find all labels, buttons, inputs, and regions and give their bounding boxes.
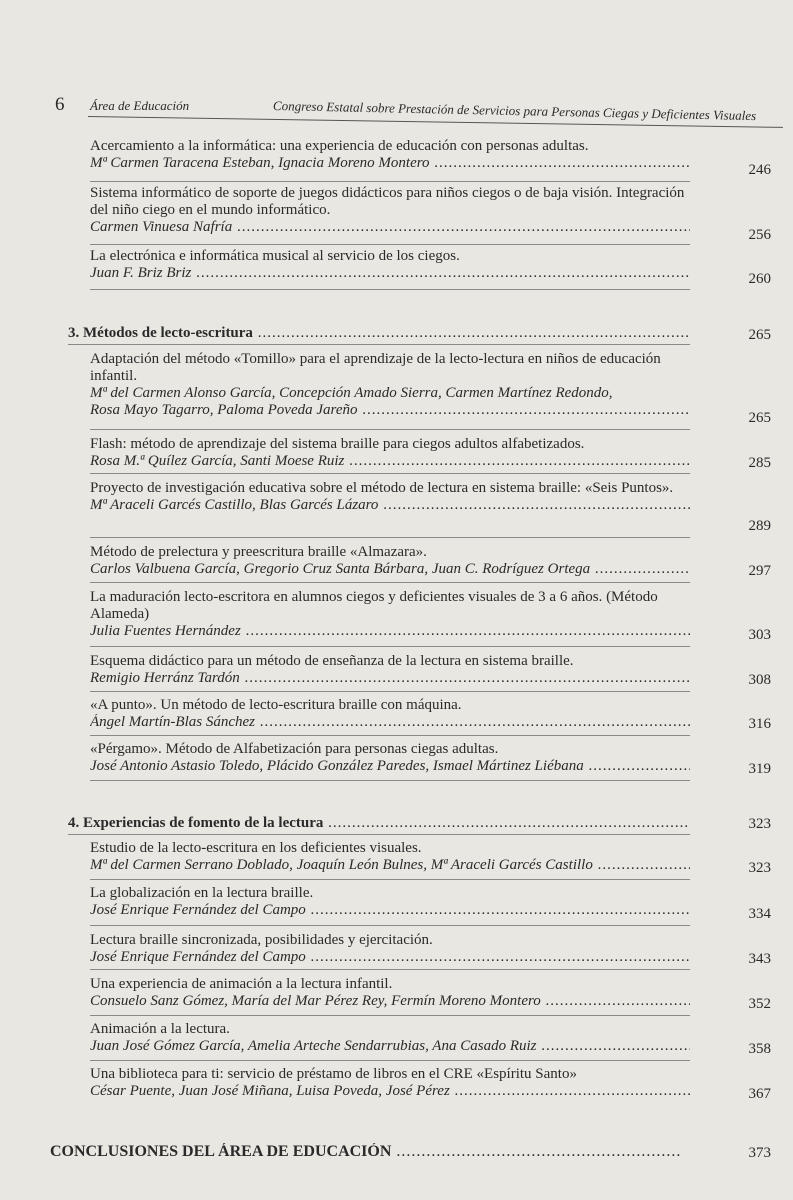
- entry-page: 285: [748, 455, 771, 471]
- entry-page: 367: [748, 1086, 771, 1102]
- divider: [90, 1060, 690, 1061]
- entry-title: Proyecto de investigación educativa sobre el método de lectura en sistema braille: «Seis Puntos».: [90, 480, 674, 496]
- entry-title: Animación a la lectura.: [90, 1021, 230, 1037]
- divider: [90, 780, 690, 781]
- entry-title: Una experiencia de animación a la lectura infantil.: [90, 976, 393, 992]
- entry-title: Esquema didáctico para un método de enseñanza de la lectura en sistema braille.: [90, 653, 574, 669]
- entry-title: Lectura braille sincronizada, posibilidades y ejercitación.: [90, 932, 433, 948]
- entry-page: 297: [748, 563, 771, 579]
- divider: [68, 344, 690, 345]
- entry-authors-first-line: Mª del Carmen Alonso García, Concepción Amado Sierra, Carmen Martínez Redondo,: [90, 385, 613, 401]
- divider: [90, 646, 690, 647]
- entry-authors: Ángel Martín-Blas Sánchez .....: [90, 714, 690, 731]
- entry-authors: Mª Carmen Taracena Esteban, Ignacia Moreno Montero .....: [90, 155, 690, 172]
- entry-title: Estudio de la lecto-escritura en los deficientes visuales.: [90, 840, 422, 856]
- toc-entry: [90, 589, 690, 640]
- toc-entry: [90, 351, 690, 419]
- section-page: 323: [748, 816, 771, 832]
- entry-page: 343: [748, 951, 771, 967]
- entry-authors: Juan F. Briz Briz .....: [90, 265, 690, 282]
- entry-title: La globalización en la lectura braille.: [90, 885, 314, 901]
- entry-page: 308: [748, 672, 771, 688]
- toc-entry: [90, 840, 690, 874]
- entry-page: 260: [748, 271, 771, 287]
- entry-authors: Juan José Gómez García, Amelia Arteche Sendarrubias, Ana Casado Ruiz .....: [90, 1038, 690, 1055]
- divider: [90, 289, 690, 290]
- entry-page: 316: [748, 716, 771, 732]
- divider: [90, 925, 690, 926]
- toc-entry: [90, 976, 690, 1010]
- toc-entry: [90, 138, 690, 172]
- toc-entry: [90, 544, 690, 578]
- congress-title: Congreso Estatal sobre Prestación de Servicios para Personas Ciegas y Deficientes Visuales: [272, 98, 757, 124]
- toc-entry: [90, 480, 690, 514]
- divider: [90, 969, 690, 970]
- entry-title: «Pérgamo». Método de Alfabetización para personas ciegas adultas.: [90, 741, 499, 757]
- entry-authors: José Enrique Fernández del Campo .....: [90, 902, 690, 919]
- entry-authors: Remigio Herránz Tardón .....: [90, 670, 690, 687]
- toc-entry: [90, 741, 690, 775]
- entry-authors: Rosa M.ª Quílez García, Santi Moese Ruiz .....: [90, 453, 690, 470]
- entry-authors: Carmen Vinuesa Nafría .....: [90, 219, 690, 236]
- entry-page: 352: [748, 996, 771, 1012]
- divider: [90, 879, 690, 880]
- entry-title: «A punto». Un método de lecto-escritura braille con máquina.: [90, 697, 462, 713]
- entry-title: Una biblioteca para ti: servicio de préstamo de libros en el CRE «Espíritu Santo»: [90, 1066, 577, 1082]
- section-heading: 4. Experiencias de fomento de la lectura .....: [68, 815, 688, 832]
- divider: [90, 582, 690, 583]
- toc-entry: [90, 185, 690, 236]
- entry-page: 256: [748, 227, 771, 243]
- toc-entry: [90, 1066, 690, 1100]
- divider: [90, 1015, 690, 1016]
- conclusions-heading: CONCLUSIONES DEL ÁREA DE EDUCACIÓN .....: [50, 1143, 682, 1161]
- divider: [90, 537, 690, 538]
- entry-title: Acercamiento a la informática: una experiencia de educación con personas adultas.: [90, 138, 589, 154]
- entry-authors: Mª del Carmen Serrano Doblado, Joaquín León Bulnes, Mª Araceli Garcés Castillo .....: [90, 857, 690, 874]
- toc-entry: [90, 436, 690, 470]
- toc-entry: [90, 697, 690, 731]
- divider: [68, 834, 690, 835]
- divider: [90, 429, 690, 430]
- entry-page: 265: [748, 410, 771, 426]
- toc-entry: [90, 885, 690, 919]
- divider: [90, 181, 690, 182]
- entry-authors: José Enrique Fernández del Campo .....: [90, 949, 690, 966]
- entry-title: La electrónica e informática musical al servicio de los ciegos.: [90, 248, 460, 264]
- entry-page: 358: [748, 1041, 771, 1057]
- entry-authors: César Puente, Juan José Miñana, Luisa Poveda, José Pérez .....: [90, 1083, 690, 1100]
- section-page: 265: [748, 327, 771, 343]
- entry-title: Adaptación del método «Tomillo» para el aprendizaje de la lecto-lectura en niños de educación infantil.: [90, 351, 661, 384]
- entry-page: 246: [748, 162, 771, 178]
- entry-page: 319: [748, 761, 771, 777]
- divider: [90, 735, 690, 736]
- entry-page: 289: [748, 518, 771, 534]
- entry-authors: Julia Fuentes Hernández .....: [90, 623, 690, 640]
- entry-page: 334: [748, 906, 771, 922]
- entry-title: Flash: método de aprendizaje del sistema braille para ciegos adultos alfabetizados.: [90, 436, 585, 452]
- divider: [90, 244, 690, 245]
- entry-title: Método de prelectura y preescritura braille «Almazara».: [90, 544, 427, 560]
- entry-page: 323: [748, 860, 771, 876]
- divider: [90, 691, 690, 692]
- toc-entry: [90, 248, 690, 282]
- section-heading: 3. Métodos de lecto-escritura .....: [68, 325, 688, 342]
- entry-title: Sistema informático de soporte de juegos didácticos para niños ciegos o de baja visión. Integración del niño ciego en el mundo informático.: [90, 185, 685, 218]
- entry-page: 303: [748, 627, 771, 643]
- entry-authors: Carlos Valbuena García, Gregorio Cruz Santa Bárbara, Juan C. Rodríguez Ortega .....: [90, 561, 690, 578]
- divider: [90, 473, 690, 474]
- entry-title: La maduración lecto-escritora en alumnos ciegos y deficientes visuales de 3 a 6 años. (Método Alameda): [90, 589, 658, 622]
- entry-authors: Mª Araceli Garcés Castillo, Blas Garcés Lázaro .....: [90, 497, 690, 514]
- entry-authors: Rosa Mayo Tagarro, Paloma Poveda Jareño .....: [90, 402, 690, 419]
- toc-entry: [90, 932, 690, 966]
- area-title: Área de Educación: [90, 98, 190, 113]
- entry-authors: Consuelo Sanz Gómez, María del Mar Pérez Rey, Fermín Moreno Montero .....: [90, 993, 690, 1010]
- entry-authors: José Antonio Astasio Toledo, Plácido González Paredes, Ismael Mártinez Liébana .....: [90, 758, 690, 775]
- toc-entry: [90, 1021, 690, 1055]
- page-number: 6: [55, 94, 65, 115]
- conclusions-page: 373: [748, 1145, 771, 1161]
- running-header: [50, 94, 783, 124]
- toc-entry: [90, 653, 690, 687]
